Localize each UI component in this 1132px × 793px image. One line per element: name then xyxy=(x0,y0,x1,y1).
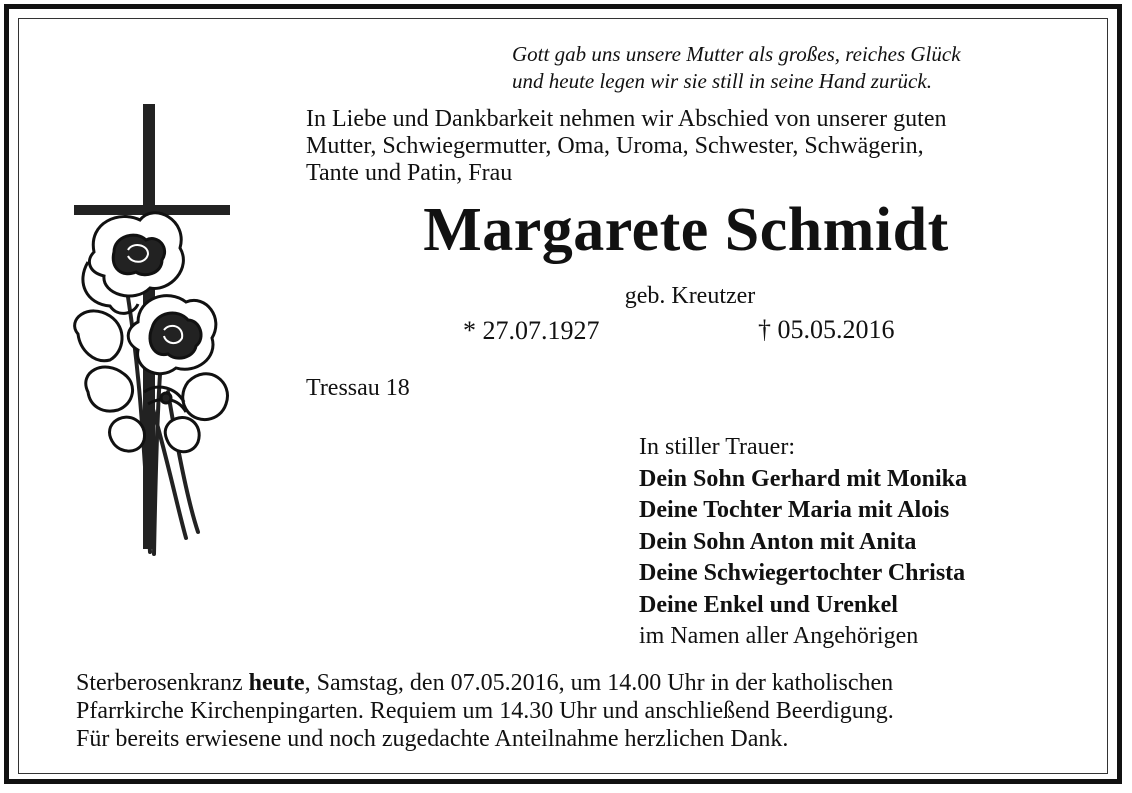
maiden-name: geb. Kreutzer xyxy=(624,283,756,309)
mourner-name: Deine Tochter Maria mit Alois xyxy=(639,497,950,523)
mourner-name: Dein Sohn Anton mit Anita xyxy=(639,528,917,555)
mourners-heading: In stiller Trauer: xyxy=(639,434,795,460)
footer-line-3: Für bereits erwiesene und noch zugedachte Anteilnahme herzlichen Dank. xyxy=(76,726,789,752)
funeral-notice xyxy=(76,669,1076,753)
mourner-name: Deine Enkel und Urenkel xyxy=(639,591,898,618)
footer-line-1-start: Sterberosenkranz xyxy=(76,670,249,696)
footer-line-2: Pfarrkirche Kirchenpingarten. Requiem um 14.30 Uhr und anschließend Beerdigung. xyxy=(76,698,894,724)
footer-line-1 xyxy=(76,669,1076,697)
intro-line-2: Mutter, Schwiegermutter, Oma, Uroma, Schwester, Schwägerin, xyxy=(306,133,924,159)
address: Tressau 18 xyxy=(306,375,410,401)
mourner-name: Dein Sohn Gerhard mit Monika xyxy=(639,465,968,492)
cross-with-roses-icon xyxy=(58,92,248,572)
death-date: † 05.05.2016 xyxy=(758,315,895,344)
mourners-closing: im Namen aller Angehörigen xyxy=(639,623,919,649)
mourner-name: Deine Schwiegertochter Christa xyxy=(639,560,966,586)
intro-line-3: Tante und Patin, Frau xyxy=(306,160,513,186)
motto-line-1: Gott gab uns unsere Mutter als großes, reiches Glück xyxy=(512,42,961,66)
mourners-block xyxy=(639,432,1099,653)
birth-date: * 27.07.1927 xyxy=(463,316,600,345)
intro-line-1: In Liebe und Dankbarkeit nehmen wir Abschied von unserer guten xyxy=(306,106,947,132)
motto-verse xyxy=(512,41,1072,95)
footer-line-1-end: , Samstag, den 07.05.2016, um 14.00 Uhr in der katholischen xyxy=(304,670,894,696)
footer-line-1-emphasis: heute xyxy=(248,670,305,696)
deceased-name: Margarete Schmidt xyxy=(423,196,949,264)
motto-line-2: und heute legen wir sie still in seine Hand zurück. xyxy=(512,69,932,93)
intro-text xyxy=(306,106,1086,187)
